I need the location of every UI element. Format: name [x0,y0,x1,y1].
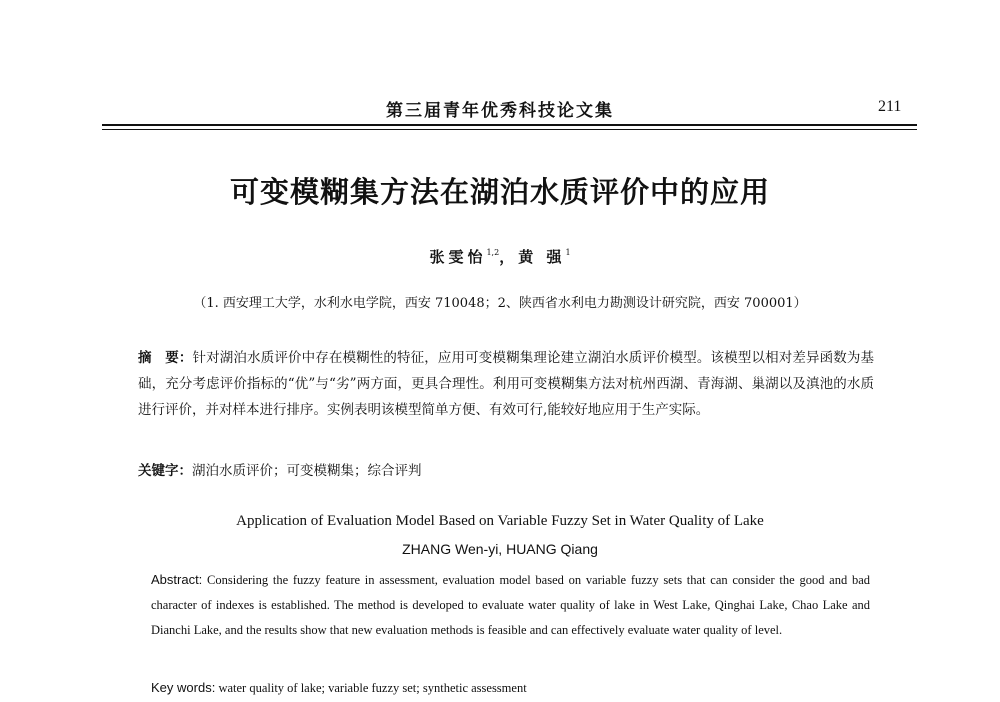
journal-header: 第三届青年优秀科技论文集 [386,101,614,121]
header-rule-thick [102,124,917,126]
abstract-cn-text: 针对湖泊水质评价中存在模糊性的特征，应用可变模糊集理论建立湖泊水质评价模型。该模型以相对差异函数为基础，充分考虑评价指标的“优”与“劣”两方面，更具合理性。利用可变模糊集方法对杭州西湖、青海湖、巢湖以及滇池的水质进行评价，并对样本进行排序。实例表明该模型简单方便、有效可行,能较好地应用于生产实际。 [138,350,875,418]
abstract-en-text: Considering the fuzzy feature in assessment, evaluation model based on variable fuzzy sets that can consider the good and bad character of indexes is established. The method is developed to evaluate water quality of lake in West Lake, Qinghai Lake, Chao Lake and Dianchi Lake, and the results show that new evaluation methods is feasible and can effectively evaluate water quality of level. [151,573,870,637]
keywords-cn [138,459,422,479]
keywords-en [151,680,527,696]
author-1: 张雯怡 [429,248,487,266]
author-2-affil-mark: 1 [565,248,571,257]
keywords-cn-text: 湖泊水质评价；可变模糊集；综合评判 [192,463,422,479]
abstract-cn [138,345,874,423]
affiliation: （1. 西安理工大学，水利水电学院，西安 710048；2、陕西省水利电力勘测设计研究院，西安 700001） [193,296,807,311]
keywords-cn-label: 关键字： [138,463,192,479]
keywords-en-label: Key words: [151,680,216,695]
paper-title: 可变模糊集方法在湖泊水质评价中的应用 [229,175,770,209]
abstract-en-label: Abstract: [151,572,203,587]
author-line [0,246,1000,267]
keywords-en-text: water quality of lake; variable fuzzy set; synthetic assessment [218,681,527,695]
english-title: Application of Evaluation Model Based on Variable Fuzzy Set in Water Quality of Lake [236,513,764,529]
abstract-en [151,567,870,643]
author-separator: ， [499,248,519,266]
page-number: 211 [878,98,902,115]
header-rule-thin [102,129,917,130]
english-authors: ZHANG Wen-yi, HUANG Qiang [402,541,598,557]
author-2: 黄 强 [518,248,566,266]
author-1-affil-mark: 1,2 [486,248,500,257]
abstract-cn-label: 摘 要： [138,350,193,366]
